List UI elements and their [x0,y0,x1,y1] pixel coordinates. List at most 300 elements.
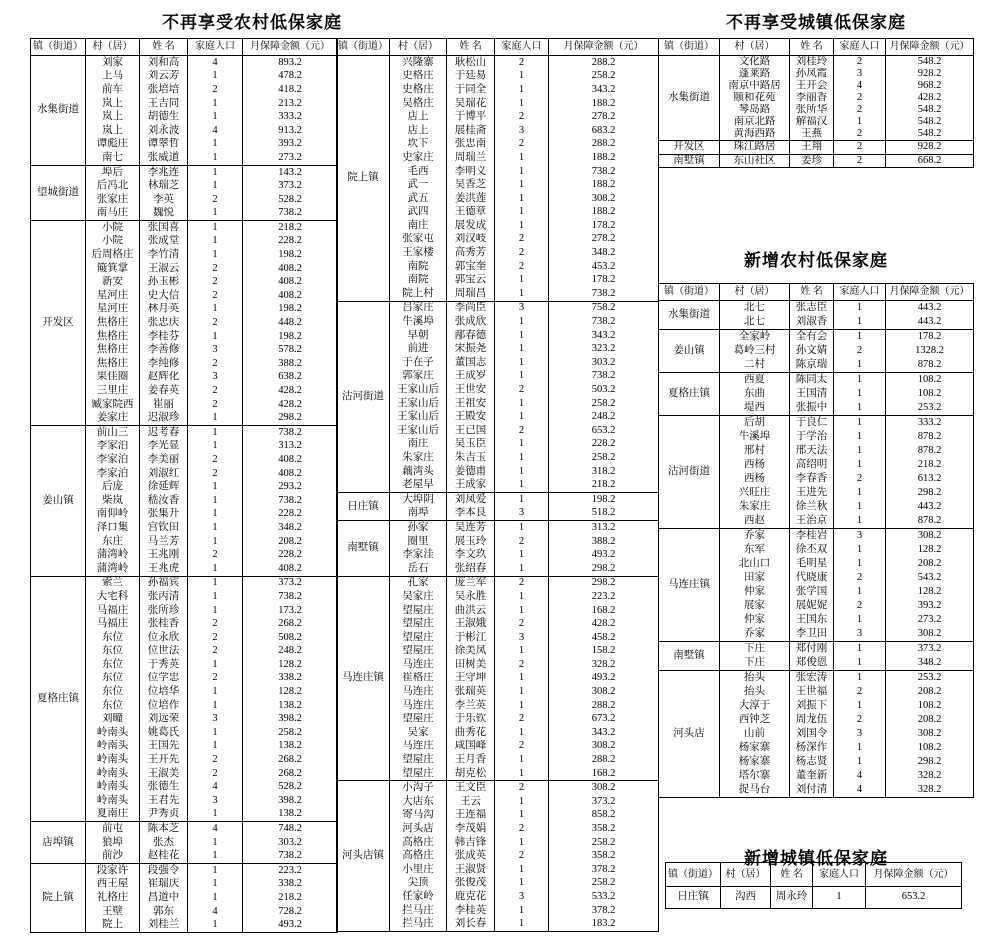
table-row [659,642,974,657]
village-cell: 西钟芝 [720,713,790,727]
monthly-amount-cell: 738.2 [549,165,659,179]
household-size-cell: 3 [495,890,549,904]
monthly-amount-cell: 228.2 [243,508,338,522]
person-name-cell: 张振中 [790,401,834,416]
table-row [31,576,338,590]
village-cell: 东位 [86,658,140,672]
household-size-cell: 1 [495,465,549,479]
header-population: 家庭人口 [188,39,243,56]
village-cell: 牛溪埠 [720,430,790,444]
monthly-amount-cell: 453.2 [549,260,659,274]
household-size-cell: 2 [834,92,886,104]
person-name-cell: 张德生 [140,780,188,794]
household-size-cell: 4 [188,56,243,70]
household-size-cell: 1 [188,494,243,508]
header-town: 镇（街道） [31,39,86,56]
monthly-amount-cell: 223.2 [243,864,338,878]
person-name-cell: 刘国令 [790,727,834,741]
monthly-amount-cell: 408.2 [243,453,338,467]
person-name-cell: 张集升 [140,508,188,522]
person-name-cell: 位世法 [140,645,188,659]
household-size-cell: 1 [188,699,243,713]
household-size-cell: 1 [188,658,243,672]
household-size-cell: 2 [495,576,549,590]
household-size-cell: 2 [495,822,549,836]
household-size-cell: 1 [495,863,549,877]
village-cell: 仲家 [720,613,790,627]
person-name-cell: 刘淑香 [790,315,834,330]
monthly-amount-cell: 108.2 [886,373,974,388]
monthly-amount-cell: 298.2 [886,755,974,769]
town-group [659,416,974,529]
person-name-cell: 郭宝云 [447,274,495,288]
monthly-amount-cell: 343.2 [549,83,659,97]
household-size-cell: 1 [834,543,886,557]
town-group [659,56,974,141]
monthly-amount-cell: 388.2 [549,535,659,549]
person-name-cell: 于廷易 [447,70,495,84]
monthly-amount-cell: 253.2 [886,401,974,416]
household-size-cell: 1 [495,342,549,356]
header-name: 姓 名 [790,39,834,56]
table-row [31,822,338,836]
title-rural-removed: 不再享受农村低保家庭 [162,13,342,32]
village-cell: 王家山后 [390,397,447,411]
monthly-amount-cell: 928.2 [886,141,974,154]
person-name-cell: 刘淑红 [140,467,188,481]
village-cell: 西王屋 [86,878,140,892]
household-size-cell: 1 [495,410,549,424]
person-name-cell: 王淑贤 [447,863,495,877]
household-size-cell: 1 [813,887,866,909]
monthly-amount-cell: 168.2 [549,604,659,618]
household-size-cell: 1 [834,444,886,458]
header-village: 村（居） [721,863,771,887]
household-size-cell: 2 [188,672,243,686]
person-name-cell: 王国东 [790,613,834,627]
household-size-cell: 1 [188,740,243,754]
monthly-amount-cell: 288.2 [549,753,659,767]
village-cell: 抬头 [720,671,790,686]
household-size-cell: 1 [188,207,243,221]
village-cell: 马连庄 [390,740,447,754]
monthly-amount-cell: 738.2 [243,494,338,508]
header-amount: 月保障金额（元） [886,284,974,301]
household-size-cell: 1 [495,836,549,850]
person-name-cell: 李纯修 [140,357,188,371]
person-name-cell: 杨深作 [790,741,834,755]
monthly-amount-cell: 358.2 [549,849,659,863]
household-size-cell: 1 [188,248,243,262]
household-size-cell: 1 [188,151,243,165]
monthly-amount-cell: 548.2 [886,56,974,69]
table-urban-added [665,862,962,909]
monthly-amount-cell: 443.2 [886,301,974,316]
person-name-cell: 林瑞芝 [140,179,188,193]
person-name-cell: 张成堂 [140,235,188,249]
person-name-cell: 王淑美 [140,767,188,781]
person-name-cell: 李竹清 [140,248,188,262]
person-name-cell: 姜春英 [140,384,188,398]
header-amount: 月保障金额（元） [549,39,659,56]
village-cell: 夏南庄 [86,808,140,822]
household-size-cell: 2 [834,128,886,141]
village-cell: 河头店 [390,822,447,836]
town-cell: 姜山镇 [659,330,720,373]
household-size-cell: 2 [834,571,886,585]
village-cell: 南庄 [390,219,447,233]
village-cell: 兴旺庄 [720,486,790,500]
town-group [31,426,338,577]
monthly-amount-cell: 913.2 [243,124,338,138]
monthly-amount-cell: 738.2 [549,315,659,329]
person-name-cell: 耿松山 [447,56,495,70]
household-size-cell: 4 [188,905,243,919]
person-name-cell: 林月英 [140,303,188,317]
table-row [337,493,659,507]
household-size-cell: 1 [188,480,243,494]
household-size-cell: 2 [495,535,549,549]
town-group [659,671,974,798]
person-name-cell: 刘凤爱 [447,493,495,507]
data-table [665,862,962,909]
person-name-cell: 朱吉玉 [447,451,495,465]
monthly-amount-cell: 138.2 [243,740,338,754]
household-size-cell: 2 [188,193,243,207]
monthly-amount-cell: 188.2 [549,151,659,165]
person-name-cell: 张成英 [447,849,495,863]
town-cell: 开发区 [659,141,720,154]
person-name-cell: 王开先 [140,753,188,767]
person-name-cell: 吴瑞花 [447,97,495,111]
monthly-amount-cell: 308.2 [886,727,974,741]
town-cell: 沽河街道 [337,301,390,492]
person-name-cell: 姜珍 [790,154,834,167]
town-cell: 南墅镇 [659,154,720,167]
household-size-cell: 1 [188,235,243,249]
town-cell: 夏格庄镇 [659,373,720,416]
household-size-cell: 1 [834,557,886,571]
monthly-amount-cell: 443.2 [886,315,974,330]
household-size-cell: 2 [495,617,549,631]
village-cell: 下庄 [720,642,790,657]
person-name-cell: 王君先 [140,794,188,808]
household-size-cell: 1 [834,642,886,657]
monthly-amount-cell: 493.2 [243,918,338,932]
household-size-cell: 1 [188,440,243,454]
monthly-amount-cell: 178.2 [886,330,974,345]
person-name-cell: 徐延辉 [140,480,188,494]
person-name-cell: 吴永胜 [447,590,495,604]
household-size-cell: 1 [188,808,243,822]
household-size-cell: 1 [834,755,886,769]
monthly-amount-cell: 303.2 [549,356,659,370]
monthly-amount-cell: 308.2 [886,529,974,544]
village-cell: 吴格庄 [390,97,447,111]
data-table [30,38,338,933]
person-name-cell: 吴连芳 [447,521,495,535]
village-cell: 礼格庄 [86,891,140,905]
person-name-cell: 王成家 [447,478,495,492]
header-town: 镇（街道） [666,863,721,887]
household-size-cell: 1 [495,521,549,535]
household-size-cell: 2 [188,276,243,290]
household-size-cell: 3 [188,371,243,385]
household-size-cell: 2 [188,753,243,767]
person-name-cell: 于乐钦 [447,713,495,727]
household-size-cell: 1 [495,645,549,659]
household-size-cell: 1 [188,836,243,850]
monthly-amount-cell: 298.2 [886,486,974,500]
village-cell: 王家山后 [390,410,447,424]
title-urban-removed: 不再享受城镇低保家庭 [726,13,906,32]
monthly-amount-cell: 268.2 [243,617,338,631]
person-name-cell: 刘桂玲 [790,56,834,69]
village-cell: 吴家 [390,726,447,740]
household-size-cell: 3 [188,794,243,808]
header-name: 姓 名 [790,284,834,301]
household-size-cell: 2 [495,138,549,152]
table-rural-removed-left [30,38,338,933]
person-name-cell: 毛明星 [790,557,834,571]
person-name-cell: 张所华 [790,104,834,116]
village-cell: 岭南头 [86,780,140,794]
person-name-cell: 崔瑞庆 [140,878,188,892]
village-cell: 上马 [86,70,140,84]
person-name-cell: 展发成 [447,219,495,233]
household-size-cell: 2 [188,453,243,467]
village-cell: 院上村 [390,287,447,301]
household-size-cell: 1 [834,373,886,388]
village-cell: 岚上 [86,124,140,138]
town-cell: 沽河街道 [659,416,720,529]
monthly-amount-cell: 328.2 [886,783,974,798]
town-group [337,576,659,781]
village-cell: 于在子 [390,356,447,370]
household-size-cell: 1 [495,70,549,84]
person-name-cell: 周永玲 [771,887,813,909]
town-group [31,56,338,166]
household-size-cell: 4 [188,822,243,836]
person-name-cell: 迟考春 [140,426,188,440]
household-size-cell: 1 [495,753,549,767]
village-cell: 星河庄 [86,303,140,317]
household-size-cell: 1 [188,138,243,152]
monthly-amount-cell: 258.2 [549,397,659,411]
person-name-cell: 于同全 [447,83,495,97]
person-name-cell: 王守坤 [447,672,495,686]
monthly-amount-cell: 258.2 [549,877,659,891]
header-village: 村（居） [390,39,447,56]
person-name-cell: 王殿安 [447,410,495,424]
person-name-cell: 迟淑珍 [140,411,188,425]
person-name-cell: 代晓康 [790,571,834,585]
village-cell: 后周格庄 [86,248,140,262]
person-name-cell: 胡克松 [447,767,495,781]
monthly-amount-cell: 268.2 [243,753,338,767]
person-name-cell: 吴香芝 [447,178,495,192]
monthly-amount-cell: 443.2 [886,500,974,514]
household-size-cell: 2 [495,740,549,754]
town-cell: 日庄镇 [666,887,721,909]
village-cell: 马连庄 [390,658,447,672]
household-size-cell: 2 [188,548,243,562]
household-size-cell: 2 [495,110,549,124]
household-size-cell: 1 [495,151,549,165]
village-cell: 姜家庄 [86,411,140,425]
person-name-cell: 刘和高 [140,56,188,70]
household-size-cell: 2 [495,849,549,863]
person-name-cell: 王燕 [790,128,834,141]
monthly-amount-cell: 878.2 [886,430,974,444]
town-group [659,642,974,671]
household-size-cell: 1 [495,315,549,329]
monthly-amount-cell: 208.2 [886,713,974,727]
village-cell: 展家 [720,599,790,613]
village-cell: 西杨 [720,458,790,472]
person-name-cell: 于学治 [790,430,834,444]
household-size-cell: 1 [188,179,243,193]
monthly-amount-cell: 313.2 [243,440,338,454]
table-row [337,781,659,795]
table-row [659,330,974,345]
person-name-cell: 王兆刚 [140,548,188,562]
header-row [659,284,974,301]
monthly-amount-cell: 183.2 [549,917,659,931]
village-cell: 段家许 [86,864,140,878]
person-name-cell: 孙文婧 [790,344,834,358]
person-name-cell: 郑俊恩 [790,656,834,671]
person-name-cell: 段强令 [140,864,188,878]
village-cell: 望屋庄 [390,604,447,618]
village-cell: 前屯 [86,822,140,836]
monthly-amount-cell: 1328.2 [886,344,974,358]
village-cell: 南七 [86,151,140,165]
village-cell: 乔家 [720,529,790,544]
person-name-cell: 王世福 [790,685,834,699]
village-cell: 大店东 [390,795,447,809]
monthly-amount-cell: 308.2 [549,740,659,754]
monthly-amount-cell: 738.2 [243,590,338,604]
monthly-amount-cell: 388.2 [243,357,338,371]
village-cell: 吕家庄 [390,301,447,315]
monthly-amount-cell: 548.2 [886,116,974,128]
header-village: 村（居） [720,39,790,56]
monthly-amount-cell: 208.2 [243,535,338,549]
monthly-amount-cell: 878.2 [886,444,974,458]
town-cell: 水集街道 [659,301,720,330]
village-cell: 南庄 [390,438,447,452]
person-name-cell: 于秀英 [140,658,188,672]
person-name-cell: 李本良 [447,507,495,521]
person-name-cell: 张志臣 [790,301,834,316]
household-size-cell: 1 [495,219,549,233]
village-cell: 乔家 [720,627,790,642]
monthly-amount-cell: 348.2 [549,246,659,260]
monthly-amount-cell: 738.2 [549,287,659,301]
monthly-amount-cell: 128.2 [886,543,974,557]
person-name-cell: 李英 [140,193,188,207]
village-cell: 望屋庄 [390,631,447,645]
village-cell: 武一 [390,178,447,192]
household-size-cell: 2 [188,289,243,303]
monthly-amount-cell: 138.2 [243,699,338,713]
village-cell: 王家山后 [390,424,447,438]
town-group [659,330,974,373]
village-cell: 史家庄 [390,151,447,165]
village-cell: 东军 [720,543,790,557]
village-cell: 葛岭三村 [720,344,790,358]
monthly-amount-cell: 408.2 [243,262,338,276]
monthly-amount-cell: 928.2 [886,68,974,80]
town-cell: 院上镇 [337,56,390,302]
household-size-cell: 2 [188,645,243,659]
household-size-cell: 1 [188,508,243,522]
monthly-amount-cell: 258.2 [549,836,659,850]
village-cell: 北七 [720,301,790,316]
monthly-amount-cell: 428.2 [243,398,338,412]
header-village: 村（居） [86,39,140,56]
person-name-cell: 曲洪云 [447,604,495,618]
household-size-cell: 1 [188,165,243,179]
village-cell: 田家 [720,571,790,585]
town-cell: 夏格庄镇 [31,576,86,822]
household-size-cell: 1 [495,809,549,823]
monthly-amount-cell: 398.2 [243,713,338,727]
person-name-cell: 王国清 [790,387,834,401]
village-cell: 蒲湾岭 [86,562,140,576]
person-name-cell: 李美丽 [140,453,188,467]
household-size-cell: 1 [188,521,243,535]
monthly-amount-cell: 168.2 [549,767,659,781]
village-cell: 西赵 [720,514,790,529]
monthly-amount-cell: 528.2 [243,780,338,794]
village-cell: 蒲湾岭 [86,548,140,562]
person-name-cell: 谭翠哲 [140,138,188,152]
monthly-amount-cell: 503.2 [549,383,659,397]
village-cell: 孙家 [390,521,447,535]
village-cell: 岭南头 [86,726,140,740]
monthly-amount-cell: 478.2 [243,70,338,84]
title-urban-added: 新增城镇低保家庭 [744,849,888,868]
town-group [31,864,338,933]
village-cell: 东位 [86,672,140,686]
person-name-cell: 庞兰军 [447,576,495,590]
village-cell: 岭南头 [86,794,140,808]
household-size-cell: 1 [495,904,549,918]
household-size-cell: 2 [188,316,243,330]
household-size-cell: 1 [188,849,243,863]
village-cell: 圈里 [390,535,447,549]
person-name-cell: 曲秀花 [447,726,495,740]
household-size-cell: 2 [834,56,886,69]
person-name-cell: 姜德甫 [447,465,495,479]
monthly-amount-cell: 543.2 [886,571,974,585]
monthly-amount-cell: 158.2 [549,645,659,659]
village-cell: 院上 [86,918,140,932]
table-row [659,529,974,544]
monthly-amount-cell: 293.2 [243,480,338,494]
town-group [31,165,338,220]
person-name-cell: 展玉玲 [447,535,495,549]
village-cell: 崔格庄 [390,672,447,686]
household-size-cell: 1 [495,493,549,507]
village-cell: 望屋庄 [390,617,447,631]
person-name-cell: 姚葛氏 [140,726,188,740]
person-name-cell: 史大信 [140,289,188,303]
village-cell: 东位 [86,685,140,699]
household-size-cell: 2 [188,767,243,781]
